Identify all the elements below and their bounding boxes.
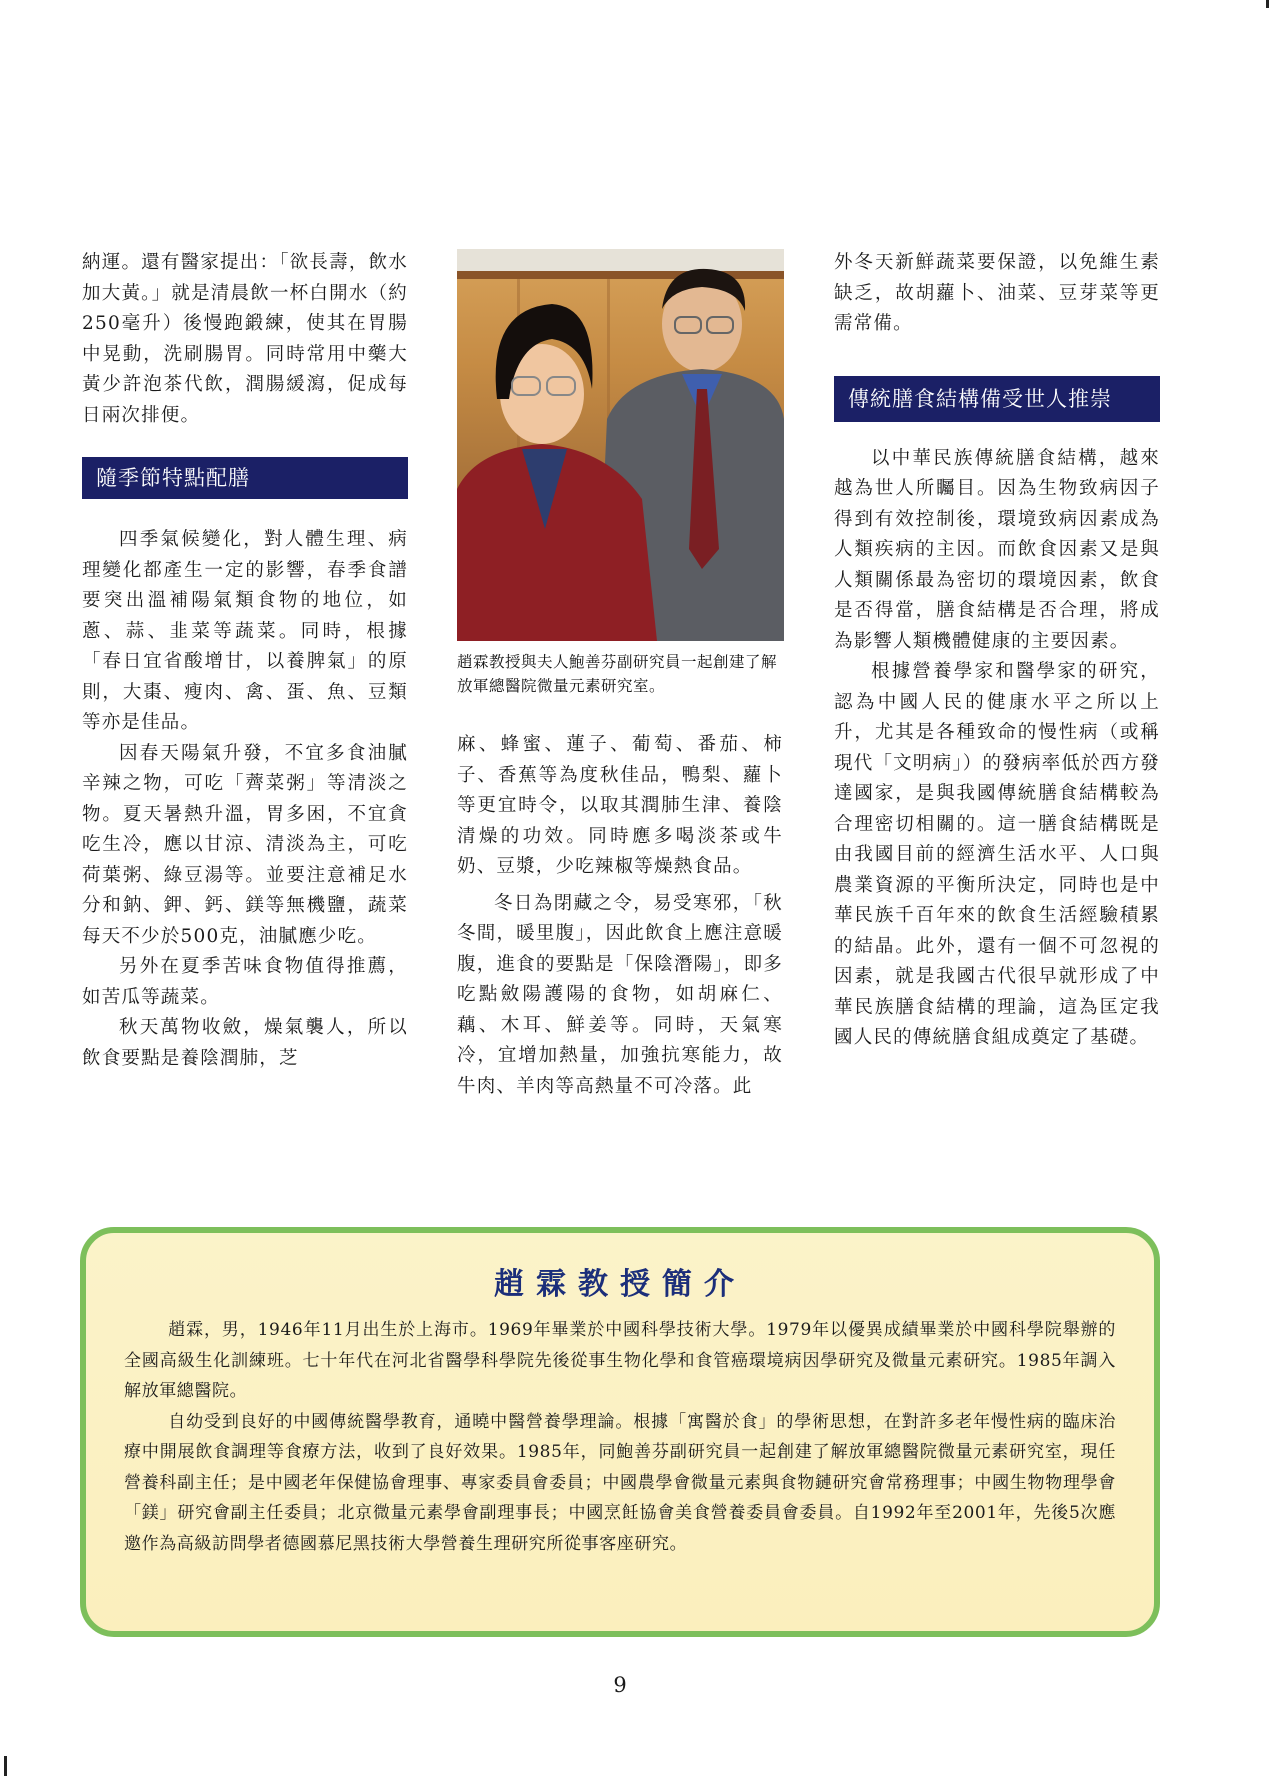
crop-mark [1266, 0, 1269, 8]
portrait-illustration [457, 249, 784, 641]
column-3-paragraph-2: 以中華民族傳統膳食結構，越來越為世人所矚目。因為生物致病因子得到有效控制後，環境致病因素成為人類疾病的主因。而飲食因素又是與人類關係最為密切的環境因素，飲食是否得當，膳食結構是否合理，將成為影響人類機體健康的主要因素。 [834, 447, 1160, 652]
column-2-paragraph-1: 麻、蜂蜜、蓮子、葡萄、番茄、柿子、香蕉等為度秋佳品，鴨梨、蘿卜等更宜時令，以取其潤肺生津、養陰清燥的功效。同時應多喝淡茶或牛奶、豆漿，少吃辣椒等燥熱食品。 [457, 734, 783, 877]
column-2 [457, 730, 783, 1102]
photo-caption: 趙霖教授與夫人鮑善芬副研究員一起創建了解放軍總醫院微量元素研究室。 [457, 653, 778, 695]
column-1-paragraph-1: 納運。還有醫家提出：「欲長壽，飲水加大黃。」就是清晨飲一杯白開水（約250毫升）後慢跑鍛練，使其在胃腸中晃動，洗刷腸胃。同時常用中藥大黃少許泡茶代飲，潤腸緩瀉，促成每日兩次排便。 [82, 252, 408, 426]
column-3 [834, 248, 1160, 1054]
biography-paragraph-1: 趙霖，男，1946年11月出生於上海市。1969年畢業於中國科學技術大學。1979年以優異成績畢業於中國科學院舉辦的全國高級生化訓練班。七十年代在河北省醫學科學院先後從事生物化學和食管癌環境病因學研究及微量元素研究。1985年調入解放軍總醫院。 [124, 1320, 1116, 1401]
column-1-paragraph-2: 四季氣候變化，對人體生理、病理變化都產生一定的影響，春季食譜要突出溫補陽氣類食物的地位，如蔥、蒜、韭菜等蔬菜。同時，根據「春日宜省酸增甘，以養脾氣」的原則，大棗、瘦肉、禽、蛋、魚、豆類等亦是佳品。 [82, 529, 408, 733]
column-2-paragraph-2: 冬日為閉藏之令，易受寒邪，「秋冬間，暖里腹」，因此飲食上應注意暖腹，進食的要點是「保陰潛陽」，即多吃點斂陽護陽的食物，如胡麻仁、藕、木耳、鮮姜等。同時，天氣寒冷，宜增加熱量，加強抗寒能力，故牛肉、羊肉等高熱量不可冷落。此 [457, 892, 783, 1097]
page-number: 9 [613, 1673, 627, 1697]
column-1 [82, 248, 408, 1074]
biography-box [80, 1227, 1160, 1637]
column-3-paragraph-1: 外冬天新鮮蔬菜要保證，以免維生素缺乏，故胡蘿卜、油菜、豆芽菜等更需常備。 [834, 252, 1160, 334]
biography-paragraph-2: 自幼受到良好的中國傳統醫學教育，通曉中醫營養學理論。根據「寓醫於食」的學術思想，在對許多老年慢性病的臨床治療中開展飲食調理等食療方法，收到了良好效果。1985年，同鮑善芬副研究員一起創建了解放軍總醫院微量元素研究室，現任營養科副主任；是中國老年保健協會理事、專家委員會委員；中國農學會微量元素與食物鏈研究會常務理事；中國生物物理學會「鎂」研究會副主任委員；北京微量元素學會副理事長；中國烹飪協會美食營養委員會委員。自1992年至2001年，先後5次應邀作為高級訪問學者德國慕尼黑技術大學營養生理研究所從事客座研究。 [124, 1411, 1116, 1554]
biography-title: 趙霖教授簡介 [494, 1267, 746, 1302]
column-1-paragraph-3: 因春天陽氣升發，不宜多食油膩辛辣之物，可吃「薺菜粥」等清淡之物。夏天暑熱升溫，胃多困，不宜貪吃生冷，應以甘涼、清淡為主，可吃荷葉粥、綠豆湯等。並要注意補足水分和鈉、鉀、鈣、鎂等無機鹽，蔬菜每天不少於500克，油膩應少吃。 [82, 742, 408, 947]
crop-mark-bottom [4, 1756, 7, 1776]
column-3-paragraph-3: 根據營養學家和醫學家的研究，認為中國人民的健康水平之所以上升，尤其是各種致命的慢性病（或稱現代「文明病」）的發病率低於西方發達國家，是與我國傳統膳食結構較為合理密切相關的。這一膳食結構既是由我國目前的經濟生活水平、人口與農業資源的平衡所決定，同時也是中華民族千百年來的飲食生活經驗積累的結晶。此外，還有一個不可忽視的因素，就是我國古代很早就形成了中華民族膳食結構的理論，這為匡定我國人民的傳統膳食組成奠定了基礎。 [834, 661, 1160, 1048]
section-heading-seasonal-diet: 隨季節特點配膳 [82, 457, 408, 499]
section-heading-traditional-diet: 傳統膳食結構備受世人推崇 [834, 376, 1160, 422]
portrait-photo [457, 249, 784, 641]
column-1-paragraph-4: 另外在夏季苦味食物值得推薦，如苦瓜等蔬菜。 [82, 956, 408, 1008]
column-1-paragraph-5: 秋天萬物收斂，燥氣襲人，所以飲食要點是養陰潤肺，芝 [82, 1017, 408, 1069]
